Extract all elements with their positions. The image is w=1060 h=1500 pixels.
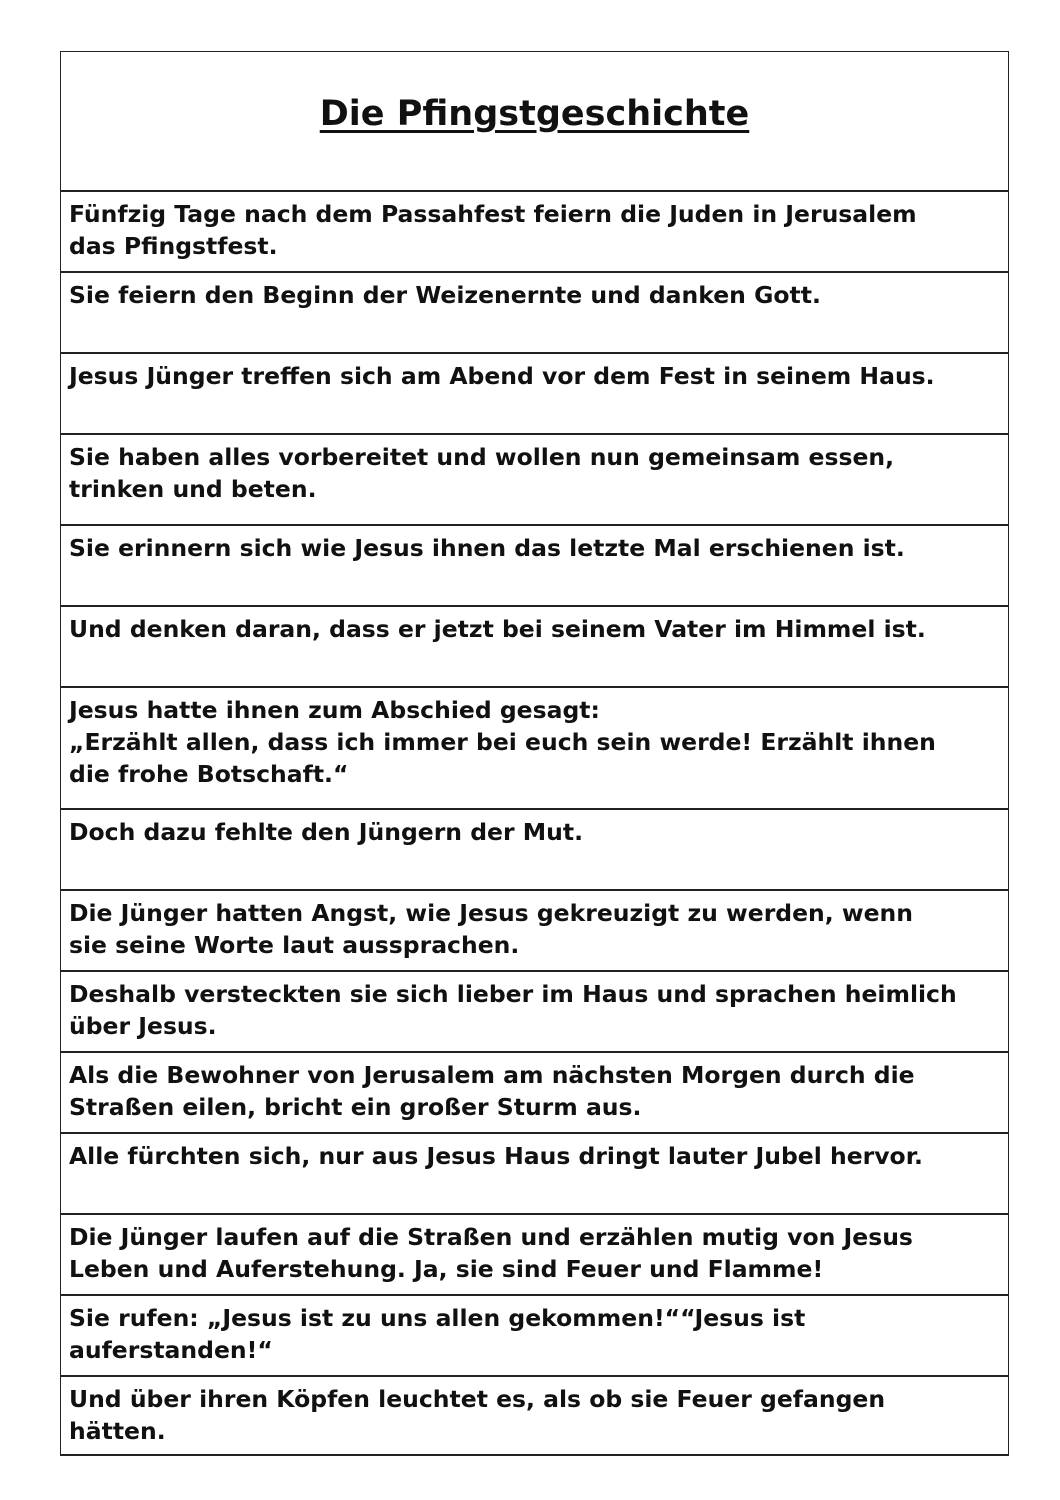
story-sheet xyxy=(60,51,1009,1456)
story-row-1: Fünfzig Tage nach dem Passahfest feiern die Juden in Jerusalem das Pfingstfest. xyxy=(61,192,1008,273)
story-row-15: Und über ihren Köpfen leuchtet es, als ob sie Feuer gefangen hätten. xyxy=(61,1377,1008,1456)
story-row-11: Als die Bewohner von Jerusalem am nächsten Morgen durch die Straßen eilen, bricht ein großer Sturm aus. xyxy=(61,1053,1008,1134)
story-row-8: Doch dazu fehlte den Jüngern der Mut. xyxy=(61,810,1008,891)
story-row-6: Und denken daran, dass er jetzt bei seinem Vater im Himmel ist. xyxy=(61,607,1008,688)
story-row-3: Jesus Jünger treffen sich am Abend vor dem Fest in seinem Haus. xyxy=(61,354,1008,435)
story-row-14: Sie rufen: „Jesus ist zu uns allen gekommen!““Jesus ist auferstanden!“ xyxy=(61,1296,1008,1377)
story-row-9: Die Jünger hatten Angst, wie Jesus gekreuzigt zu werden, wenn sie seine Worte laut aussprachen. xyxy=(61,891,1008,972)
page-title: Die Pfingstgeschichte xyxy=(319,94,750,134)
story-row-10: Deshalb versteckten sie sich lieber im Haus und sprachen heimlich über Jesus. xyxy=(61,972,1008,1053)
story-row-2: Sie feiern den Beginn der Weizenernte und danken Gott. xyxy=(61,273,1008,354)
story-row-12: Alle fürchten sich, nur aus Jesus Haus dringt lauter Jubel hervor. xyxy=(61,1134,1008,1215)
story-row-13: Die Jünger laufen auf die Straßen und erzählen mutig von Jesus Leben und Auferstehung. Ja, sie sind Feuer und Flamme! xyxy=(61,1215,1008,1296)
title-cell xyxy=(61,52,1008,192)
story-row-7: Jesus hatte ihnen zum Abschied gesagt: „Erzählt allen, dass ich immer bei euch sein werde! Erzählt ihnen die frohe Botschaft.“ xyxy=(61,688,1008,810)
story-row-4: Sie haben alles vorbereitet und wollen nun gemeinsam essen, trinken und beten. xyxy=(61,435,1008,526)
story-row-5: Sie erinnern sich wie Jesus ihnen das letzte Mal erschienen ist. xyxy=(61,526,1008,607)
